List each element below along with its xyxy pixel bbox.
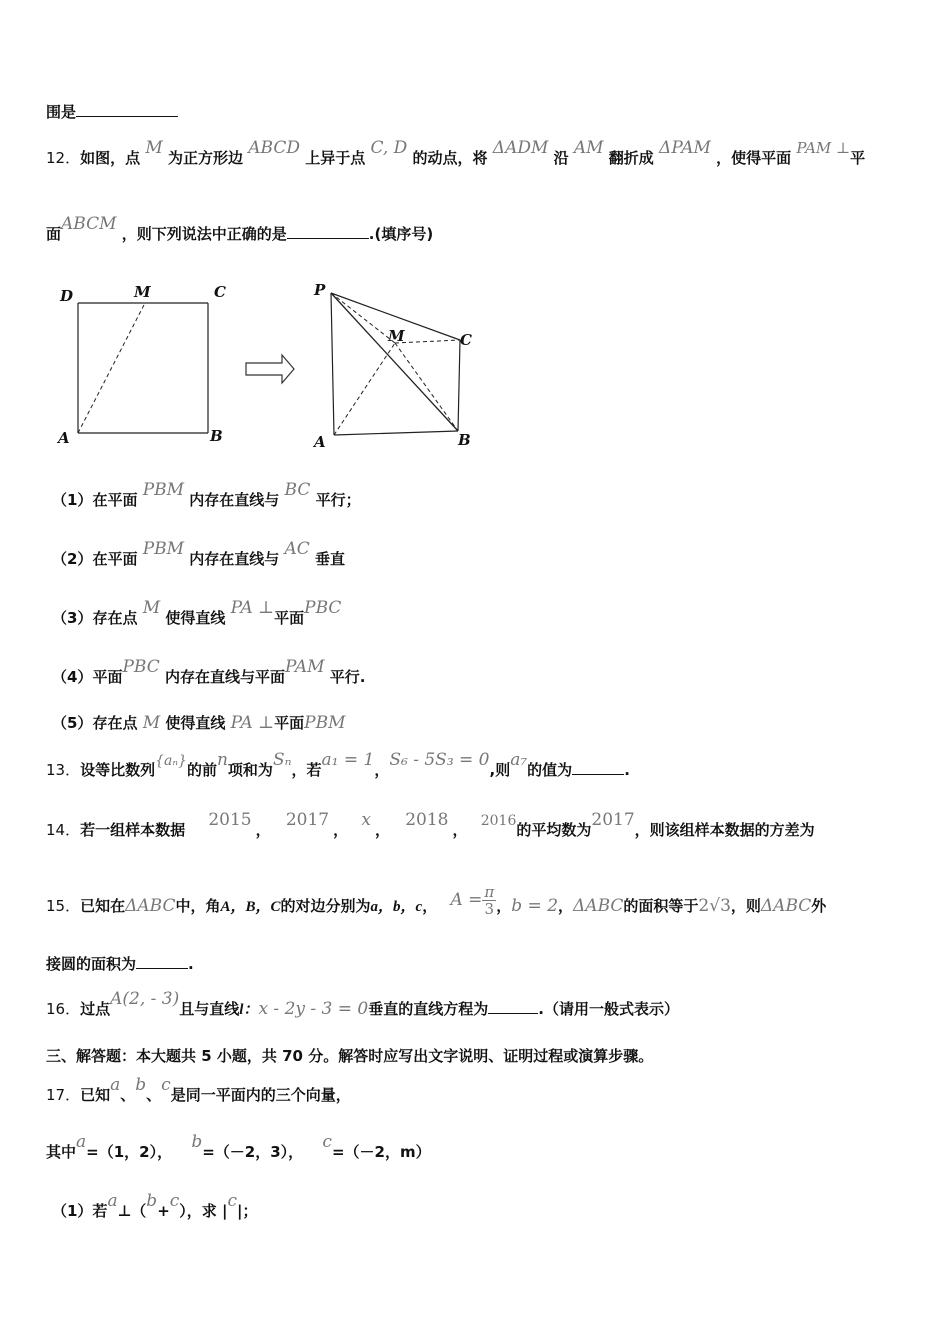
label-P: P xyxy=(314,281,326,299)
label-M: M xyxy=(134,283,151,301)
option-4: （4）平面PBC 内存在直线与平面PAM 平行. xyxy=(52,657,366,686)
label-M2: M xyxy=(388,327,405,345)
q12-line1: 12．如图，点 M 为正方形边 ABCD 上异于点 C, D 的动点，将 ΔADM 沿 AM 翻折成 ΔPAM ，使得平面 PAM ⊥平 xyxy=(46,138,866,167)
q15-line2: 接圆的面积为 . xyxy=(46,955,194,973)
option-1: （1）在平面 PBM 内存在直线与 BC 平行； xyxy=(52,480,361,509)
folded-pyramid xyxy=(331,293,460,435)
answer-blank xyxy=(287,224,369,239)
arrow-icon xyxy=(246,355,294,383)
option-5: （5）存在点 M 使得直线 PA ⊥平面PBM xyxy=(52,713,346,733)
answer-blank xyxy=(572,760,624,775)
q14: 14．若一组样本数据 2015 ， 2017 ， x ， 2018 ， 2016的平均数为2017，则该组样本数据的方差为 xyxy=(46,810,815,839)
label-C: C xyxy=(214,283,226,301)
fraction-pi-over-3: $\frac{\pi}{3}$ xyxy=(484,883,495,918)
q15-line1: 15．已知在ΔABC中，角A，B，C的对边分别为a，b，c， A = $\frac{\pi}{3}$ ，b = 2，ΔABC的面积等于2√3，则ΔABC外 xyxy=(46,883,827,918)
q17-line2: 其中a=（1，2）， b=（－2，3）， c=（－2，m） xyxy=(46,1132,431,1161)
label-B2: B xyxy=(458,431,471,449)
geometry-figure xyxy=(50,275,490,455)
label-C2: C xyxy=(460,331,472,349)
square-abcd xyxy=(78,303,208,433)
q13: 13．设等比数列{aₙ}的前n项和为Sₙ，若a₁ = 1，S₆ - 5S₃ = 0,则a₇的值为 . xyxy=(46,750,630,779)
q17-part1: （1）若a⊥（b+c），求 |c|； xyxy=(52,1191,258,1220)
section-3-heading: 三、解答题：本大题共 5 小题，共 70 分。解答时应写出文字说明、证明过程或演算步骤。 xyxy=(46,1047,654,1065)
answer-blank xyxy=(136,954,188,969)
q17-line1: 17．已知a、b、c是同一平面内的三个向量， xyxy=(46,1075,351,1104)
answer-blank xyxy=(488,999,538,1014)
option-2: （2）在平面 PBM 内存在直线与 AC 垂直 xyxy=(52,539,346,568)
option-3: （3）存在点 M 使得直线 PA ⊥平面PBC xyxy=(52,598,342,627)
q16: 16．过点A(2, - 3)且与直线l：x - 2y - 3 = 0垂直的直线方程为 .（请用一般式表示） xyxy=(46,989,679,1019)
label-A2: A xyxy=(314,433,326,451)
label-A: A xyxy=(58,429,70,447)
label-D: D xyxy=(60,287,74,305)
prev-question-tail: 围是 xyxy=(46,102,178,122)
label-B: B xyxy=(210,427,223,445)
q12-line2: 面ABCM ，则下列说法中正确的是 .(填序号) xyxy=(46,214,434,243)
answer-blank xyxy=(76,102,178,117)
